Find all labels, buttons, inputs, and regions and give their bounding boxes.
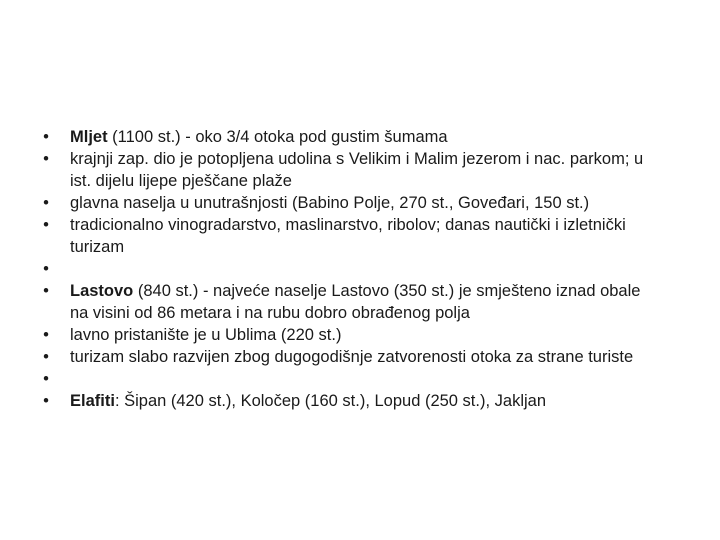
bullet-marker: • [43,194,49,212]
bullet-text [70,280,660,324]
bullet-marker: • [43,348,49,366]
bullet-item-lastovo [40,280,660,324]
bullet-marker: • [43,326,49,344]
bullet-marker: • [43,392,49,410]
bullet-lead-bold: Elafiti [70,392,115,410]
bullet-item-empty [40,368,660,390]
bullet-text: lavno pristanište je u Ublima (220 st.) [70,326,342,344]
bullet-lead-bold: Lastovo [70,282,134,300]
bullet-item [40,324,660,346]
bullet-marker: • [43,282,49,300]
bullet-marker: • [43,260,49,278]
bullet-item-mljet [40,126,660,148]
bullet-body: : Šipan (420 st.), Koločep (160 st.), Lopud (250 st.), Jakljan [114,392,546,410]
bullet-marker: • [43,216,49,234]
bullet-text [70,390,660,412]
bullet-item [40,214,660,258]
bullet-item-elafiti [40,390,660,412]
bullet-text [70,126,660,148]
bullet-item [40,346,660,368]
bullet-item [40,148,660,192]
bullet-text: glavna naselja u unutrašnjosti (Babino Polje, 270 st., Goveđari, 150 st.) [70,194,590,212]
bullet-marker: • [43,150,49,168]
bullet-item [40,192,660,214]
bullet-marker: • [43,370,49,388]
bullet-lead-bold: Mljet [70,128,108,146]
bullet-marker: • [43,128,49,146]
bullet-body: (840 st.) - najveće naselje Lastovo (350 st.) je smješteno iznad obale na visini od 86 metara i na rubu dobro obrađenog polja [70,282,641,322]
bullet-text: krajnji zap. dio je potopljena udolina s Velikim i Malim jezerom i nac. parkom; u ist. dijelu lijepe pješčane plaže [70,150,644,190]
bullet-item-empty [40,258,660,280]
bullet-body: (1100 st.) - oko 3/4 otoka pod gustim šumama [107,128,448,146]
bullet-list [40,126,660,412]
bullet-text: turizam slabo razvijen zbog dugogodišnje zatvorenosti otoka za strane turiste [70,348,634,366]
bullet-text: tradicionalno vinogradarstvo, maslinarstvo, ribolov; danas nautički i izletnički turizam [70,216,626,256]
